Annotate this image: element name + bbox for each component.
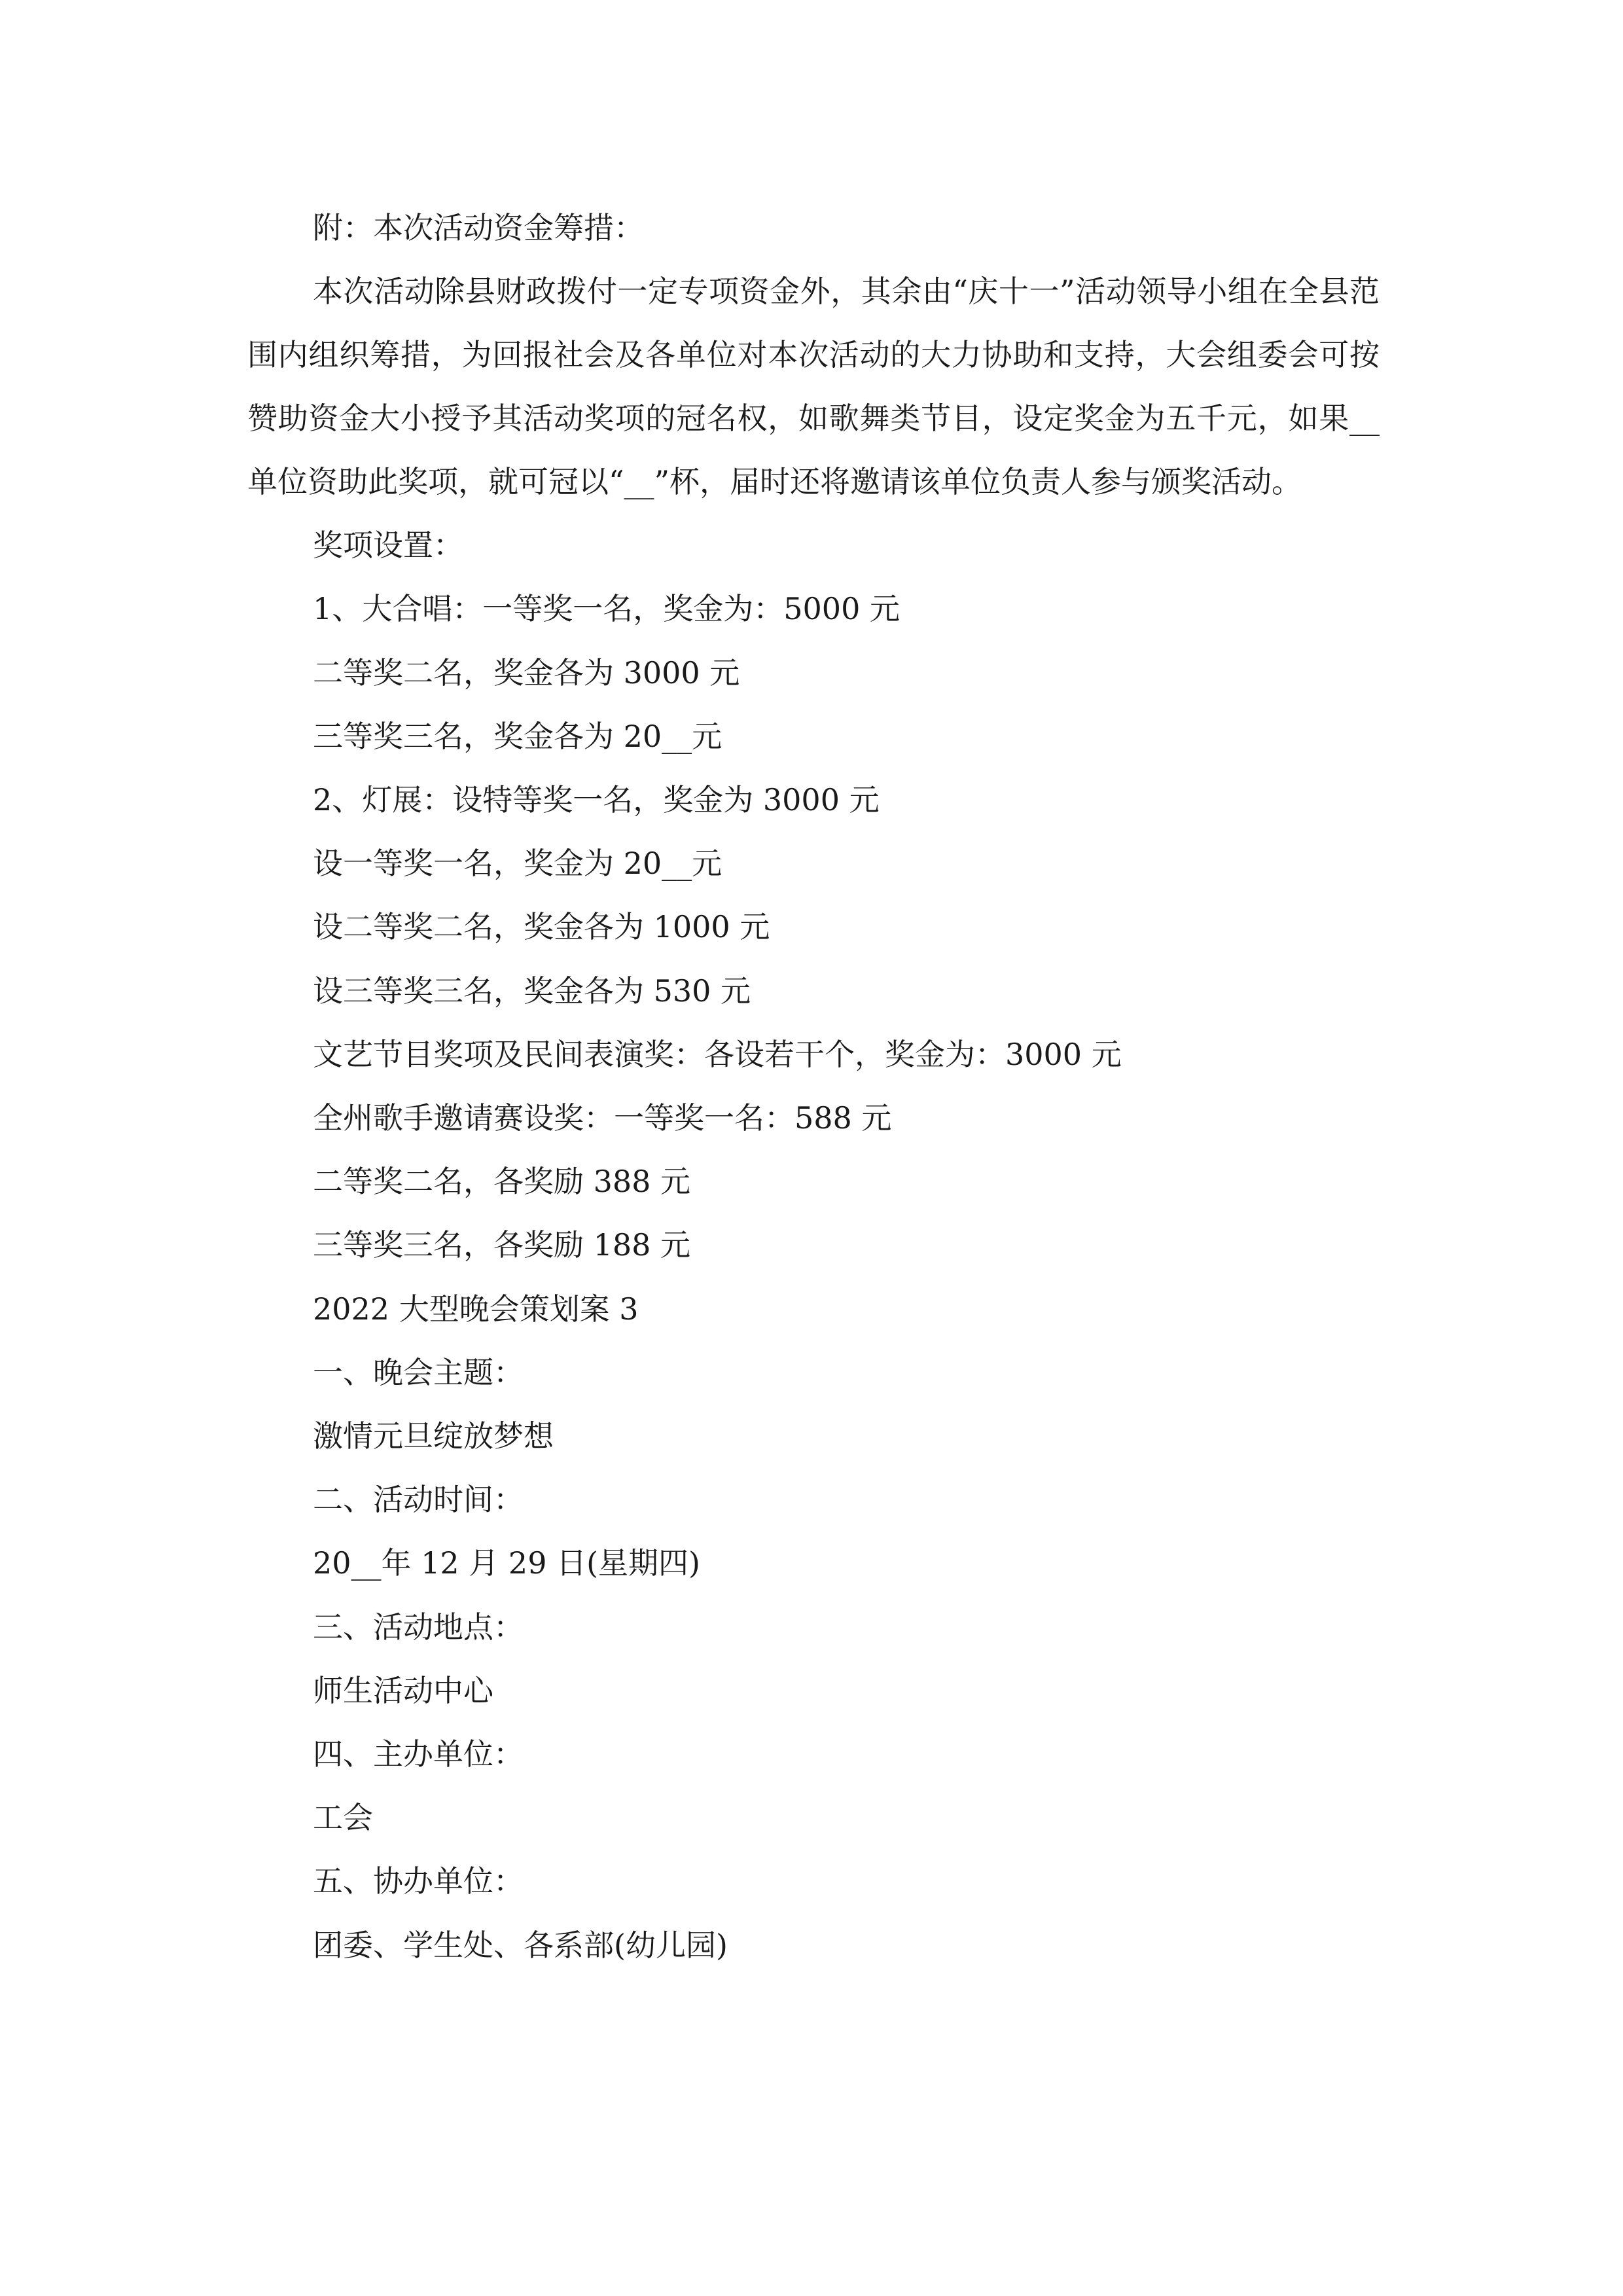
co-host-heading: 五、协办单位：	[313, 1863, 524, 1899]
award-line-chorus-second: 二等奖二名，奖金各为 3000 元	[313, 655, 740, 691]
theme-heading: 一、晚会主题：	[313, 1354, 524, 1390]
award-line-singer-first: 全州歌手邀请赛设奖：一等奖一名：588 元	[313, 1100, 892, 1136]
award-line-lantern-third: 设三等奖三名，奖金各为 530 元	[313, 973, 751, 1009]
location-heading: 三、活动地点：	[313, 1609, 524, 1645]
host-value: 工会	[313, 1800, 373, 1836]
theme-value: 激情元旦绽放梦想	[313, 1418, 554, 1454]
award-line-lantern-first: 设一等奖一名，奖金为 20__元	[313, 846, 722, 882]
funding-heading: 附：本次活动资金筹措：	[313, 210, 644, 245]
award-line-singer-third: 三等奖三名，各奖励 188 元	[313, 1227, 691, 1263]
awards-heading: 奖项设置：	[313, 528, 463, 564]
co-host-value: 团委、学生处、各系部(幼儿园)	[313, 1927, 728, 1963]
location-value: 师生活动中心	[313, 1672, 493, 1708]
award-line-chorus-first: 1、大合唱：一等奖一名，奖金为：5000 元	[313, 591, 900, 627]
funding-paragraph: 本次活动除县财政拨付一定专项资金外，其余由“庆十一”活动领导小组在全县范围内组织筹措，为回报社会及各单位对本次活动的大力协助和支持，大会组委会可按赞助资金大小授予其活动奖项的冠名权，如歌舞类节目，设定奖金为五千元，如果__单位资助此奖项，就可冠以“__”杯，届时还将邀请该单位负责人参与颁奖活动。	[247, 274, 1380, 500]
time-value: 20__年 12 月 29 日(星期四)	[313, 1545, 700, 1581]
award-line-performance: 文艺节目奖项及民间表演奖：各设若干个，奖金为：3000 元	[313, 1036, 1122, 1072]
award-line-singer-second: 二等奖二名，各奖励 388 元	[313, 1164, 691, 1200]
document-body	[247, 196, 1380, 1977]
time-heading: 二、活动时间：	[313, 1482, 524, 1518]
award-line-lantern-special: 2、灯展：设特等奖一名，奖金为 3000 元	[313, 782, 880, 818]
host-heading: 四、主办单位：	[313, 1736, 524, 1772]
section-title: 2022 大型晚会策划案 3	[313, 1291, 639, 1327]
award-line-chorus-third: 三等奖三名，奖金各为 20__元	[313, 718, 722, 754]
award-line-lantern-second: 设二等奖二名，奖金各为 1000 元	[313, 909, 770, 945]
